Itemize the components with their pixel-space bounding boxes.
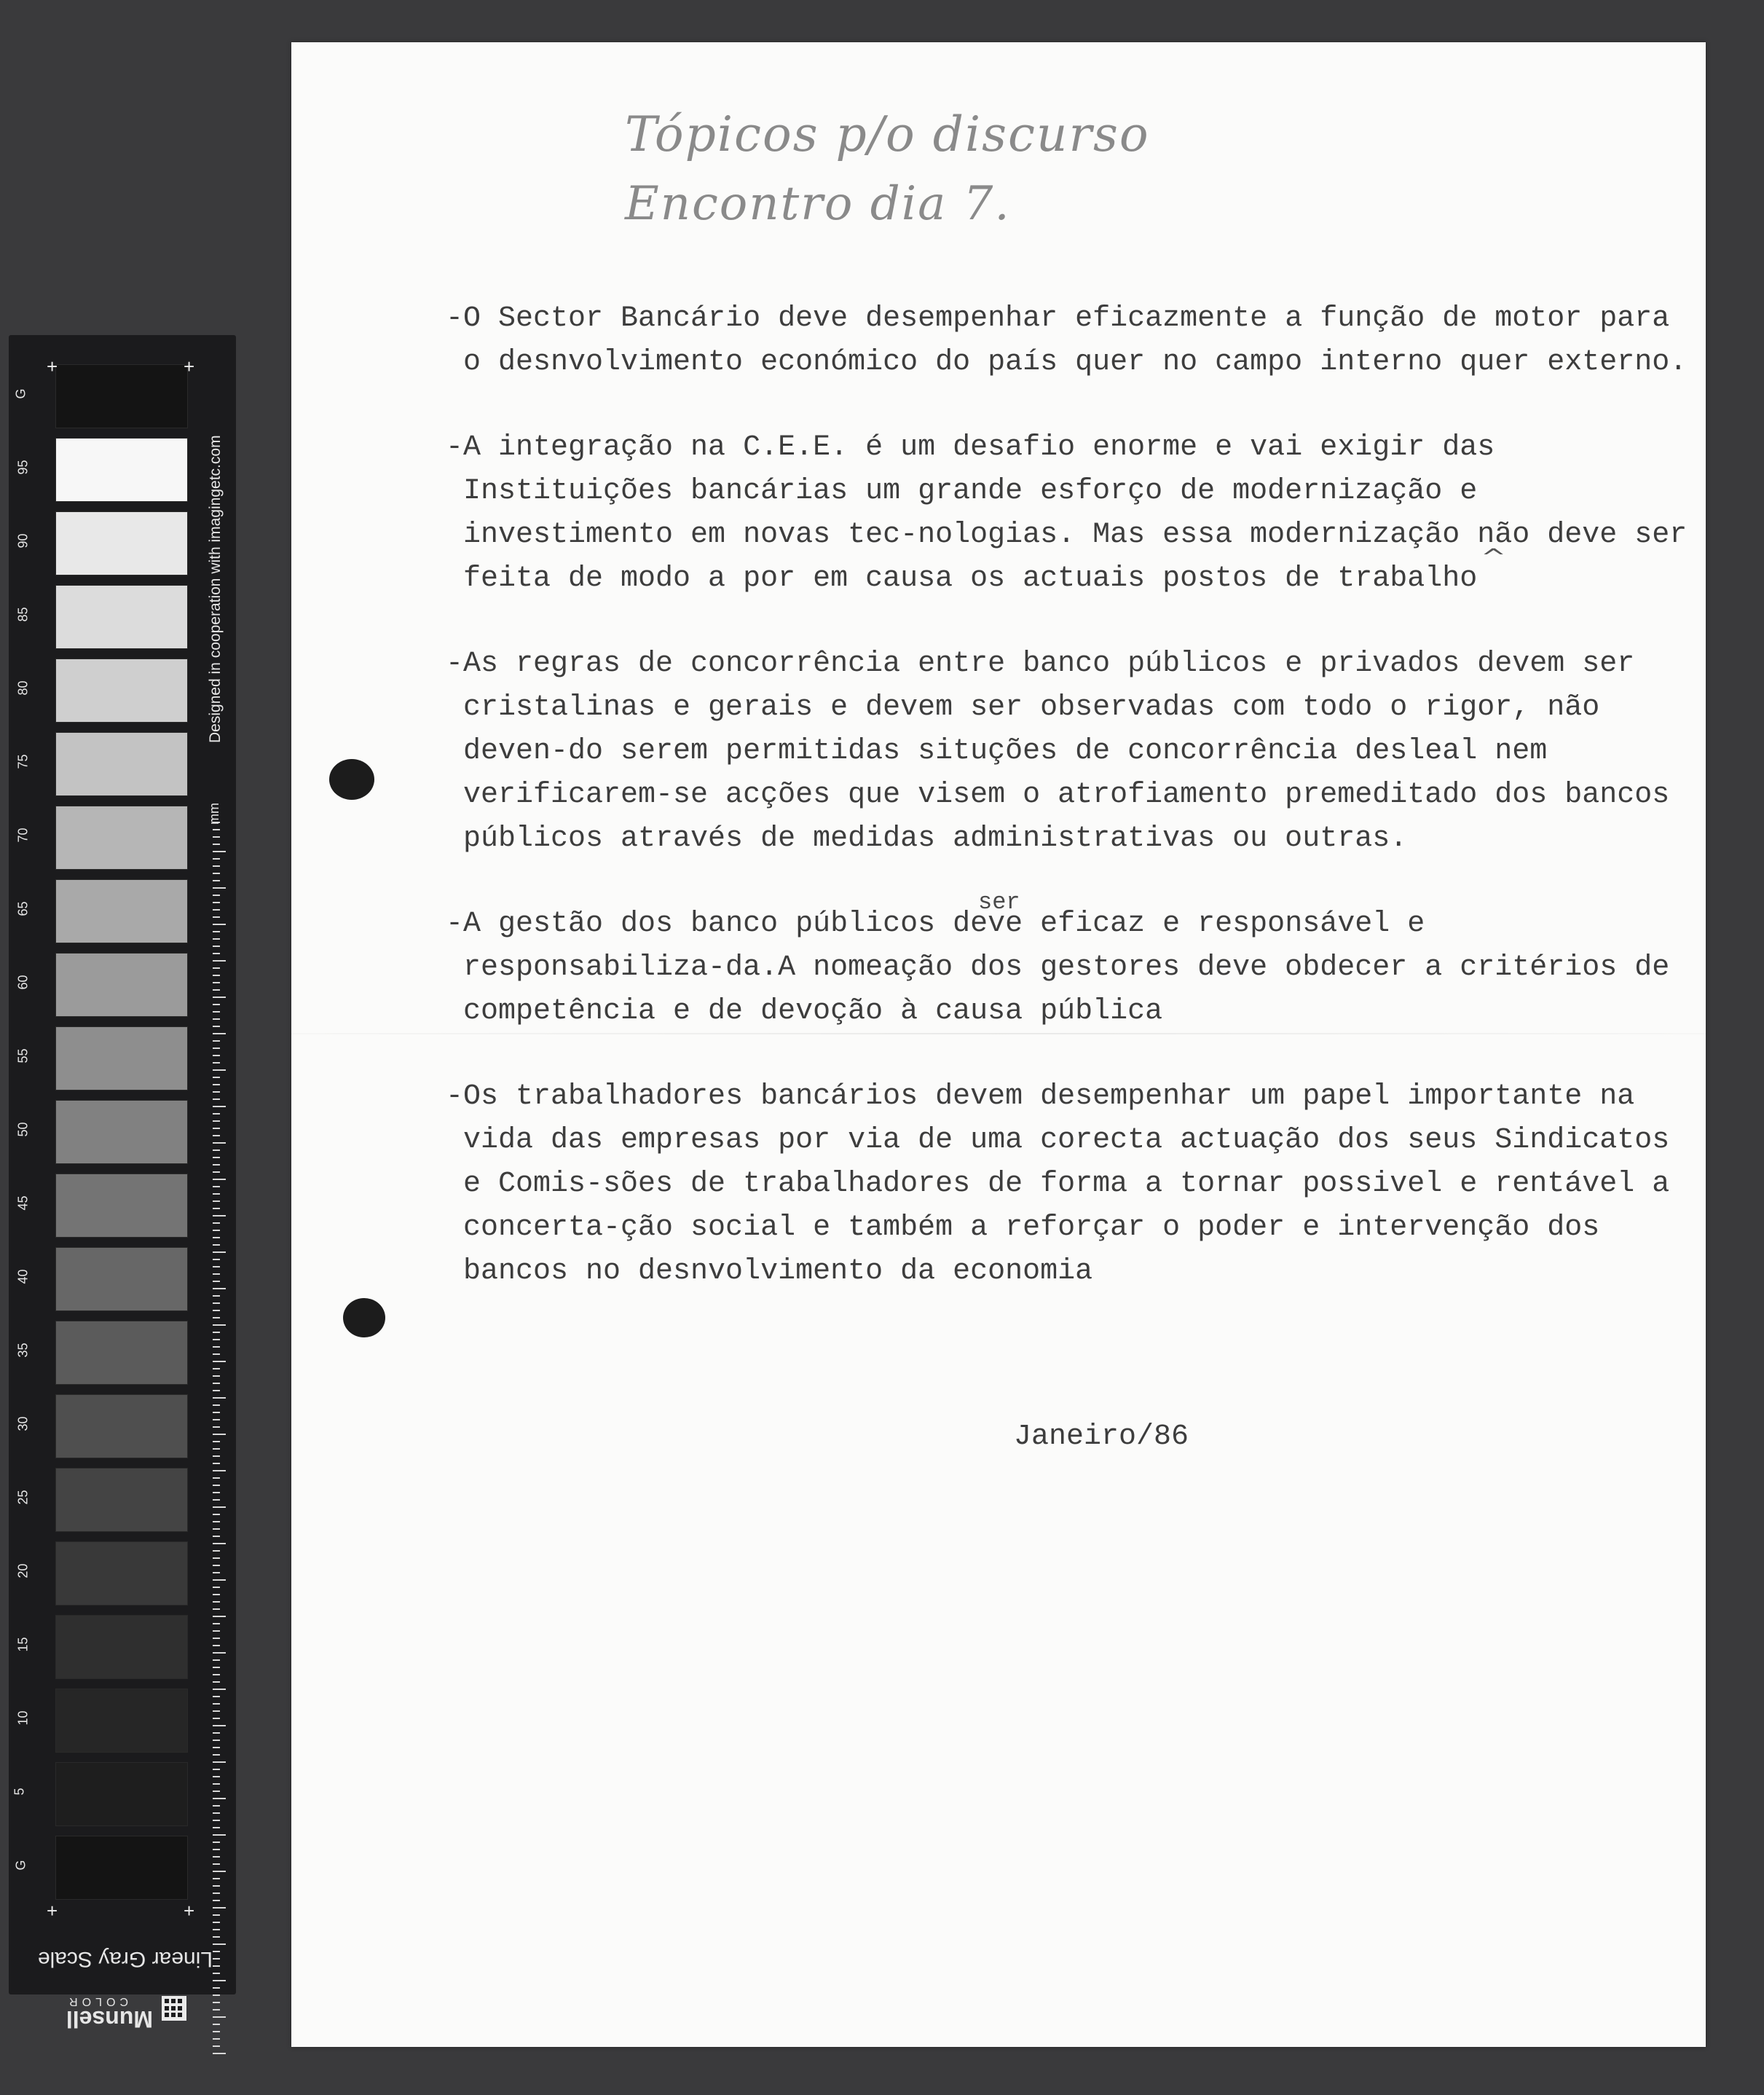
gray-scale-label: 90 [15, 533, 31, 549]
ruler-tick [213, 1435, 220, 1442]
ruler-tick [213, 1289, 220, 1297]
ruler-tick [213, 1843, 220, 1850]
ruler-tick [213, 1377, 220, 1384]
ruler-tick [213, 1960, 220, 1967]
ruler-tick [213, 1763, 220, 1770]
ruler-tick [213, 1617, 220, 1624]
ruler-tick [213, 1493, 220, 1501]
ruler-tick [213, 1253, 220, 1260]
ruler-tick [213, 1515, 220, 1522]
punch-hole [343, 1298, 385, 1337]
ruler-tick [213, 1705, 220, 1712]
card-credit: Designed in cooperation with imagingetc.com [207, 435, 224, 743]
ruler-tick [213, 1952, 220, 1960]
ruler-tick [213, 1807, 220, 1814]
gray-chip [55, 1394, 188, 1458]
gray-scale-label: 25 [15, 1490, 31, 1505]
ruler-tick [213, 1071, 220, 1078]
paragraph: -A integração na C.E.E. é um desafio enorme e vai exigir das Instituições bancárias um grande esforço de modernização e investimento em novas tec-nologias. Mas essa modernização não deve ser feita de modo a por em causa os actuais postos de trabalho [446, 431, 1705, 595]
ruler-tick [213, 1129, 220, 1136]
ruler-tick [213, 1916, 220, 1923]
ruler-tick [213, 830, 220, 838]
ruler-tick [213, 1180, 220, 1187]
mm-ruler [213, 816, 226, 1821]
ruler-tick [213, 1858, 220, 1865]
ruler-tick [213, 1850, 220, 1858]
scale-title: Linear Gray Scale [37, 1947, 213, 1971]
ruler-tick [213, 1785, 220, 1792]
ruler-tick [213, 1304, 220, 1311]
ruler-tick [213, 1537, 226, 1544]
ruler-tick [213, 1712, 220, 1719]
ruler-tick [213, 1297, 220, 1304]
gray-scale-label: G [13, 388, 28, 399]
gray-chip [55, 585, 188, 649]
ruler-tick [213, 1166, 220, 1173]
ruler-tick [213, 1879, 220, 1887]
handwritten-heading: Tópicos p/o discurso [625, 106, 1150, 162]
ruler-tick [213, 1566, 220, 1573]
gray-chip [55, 879, 188, 943]
gray-scale-label: 60 [15, 975, 31, 990]
ruler-tick [213, 1005, 220, 1013]
paragraph: -Os trabalhadores bancários devem desempenhar um papel importante na vida das empresas por via de uma corecta actuação dos seus Sindicatos e Comis-sões de trabalhadores de forma a tornar possivel e rentável a concerta-ção social e também a reforçar o poder e intervenção dos bancos no desnvolvimento da economia [446, 1080, 1688, 1288]
paragraph: -A gestão dos banco públicos deve eficaz e responsável e responsabiliza-da.A nomeação dos gestores deve obdecer a critérios de competência e de devoção à causa pública [446, 908, 1688, 1028]
ruler-tick [213, 867, 220, 874]
ruler-tick [213, 1318, 226, 1326]
ruler-tick [213, 1340, 220, 1348]
gray-chip [55, 1541, 188, 1605]
color-calibration-card [9, 335, 236, 2032]
ruler-tick [213, 918, 226, 925]
ruler-tick [213, 1107, 220, 1115]
ruler-tick [213, 1624, 220, 1632]
gray-scale-label: 20 [15, 1563, 31, 1579]
ruler-tick [213, 1020, 220, 1027]
ruler-tick [213, 1770, 220, 1777]
ruler-tick [213, 1406, 220, 1413]
ruler-tick [213, 947, 220, 954]
ruler-tick [213, 1034, 220, 1042]
ruler-tick [213, 1413, 220, 1420]
ruler-tick [213, 2025, 220, 2032]
ruler-tick [213, 1173, 226, 1180]
ruler-tick [213, 1544, 220, 1552]
gray-chip [55, 1247, 188, 1311]
ruler-tick [213, 1508, 220, 1515]
ruler-tick [213, 1974, 226, 1981]
ruler-tick [213, 1894, 220, 1901]
gray-chip [55, 364, 188, 428]
interlinear-insertion: ser [978, 889, 1020, 916]
ruler-tick [213, 1267, 220, 1275]
registration-mark: + [184, 1900, 195, 1922]
punch-hole [329, 759, 374, 800]
gray-chip [55, 1321, 188, 1385]
ruler-tick [213, 1639, 220, 1646]
gray-chip [55, 1615, 188, 1679]
ruler-tick [213, 889, 220, 896]
ruler-tick [213, 1828, 226, 1836]
ruler-tick [213, 874, 220, 881]
ruler-unit: mm [207, 803, 221, 825]
ruler-tick [213, 983, 220, 991]
ruler-tick [213, 1209, 226, 1216]
ruler-tick [213, 1384, 220, 1391]
ruler-tick [213, 1581, 220, 1588]
ruler-tick [213, 2018, 220, 2025]
gray-chip [55, 732, 188, 796]
ruler-tick [213, 1428, 226, 1435]
ruler-tick [213, 1996, 220, 2003]
ruler-tick [213, 1726, 220, 1734]
ruler-tick [213, 998, 220, 1005]
gray-chip [55, 806, 188, 870]
ruler-tick [213, 1064, 226, 1071]
ruler-tick [213, 1216, 220, 1224]
ruler-tick [213, 845, 226, 852]
typed-letter-page [291, 42, 1706, 2047]
ruler-tick [213, 991, 226, 998]
ruler-tick [213, 1399, 220, 1406]
ruler-tick [213, 1202, 220, 1209]
caret-icon: ^ [1480, 545, 1507, 570]
ruler-tick [213, 1690, 220, 1697]
ruler-tick [213, 881, 226, 889]
ruler-tick [213, 1595, 220, 1603]
ruler-tick [213, 1348, 220, 1355]
ruler-tick [213, 1559, 220, 1566]
ruler-tick [213, 1654, 220, 1661]
ruler-tick [213, 1668, 220, 1675]
gray-scale-label: 55 [15, 1048, 31, 1064]
ruler-tick [213, 1901, 226, 1909]
ruler-tick [213, 1661, 220, 1668]
ruler-tick [213, 1981, 220, 1989]
ruler-tick [213, 1938, 226, 1945]
ruler-tick [213, 1151, 220, 1158]
ruler-tick [213, 1078, 220, 1085]
gray-scale-label: 75 [15, 754, 31, 769]
ruler-tick [213, 1136, 226, 1144]
ruler-tick [213, 1362, 220, 1369]
gray-scale-label: 35 [15, 1343, 31, 1358]
gray-scale-label: 70 [15, 828, 31, 843]
paragraph: -As regras de concorrência entre banco públicos e privados devem ser cristalinas e gerais e devem ser observadas com todo o rigor, não deven-do serem permitidas situções de concorrência desleal nem verificarem-se acções que visem o atrofiamento premeditado dos bancos públicos através de medidas administrativas ou outras. [446, 648, 1688, 855]
gray-scale-label: 10 [15, 1710, 31, 1726]
ruler-tick [213, 1821, 220, 1828]
ruler-tick [213, 1369, 220, 1377]
ruler-tick [213, 860, 220, 867]
ruler-tick [213, 1224, 220, 1231]
handwritten-subheading: Encontro dia 7. [625, 177, 1011, 231]
gray-chip [55, 438, 188, 502]
ruler-tick [213, 2047, 226, 2054]
ruler-tick [213, 1522, 220, 1530]
gray-scale-label: 45 [15, 1195, 31, 1211]
ruler-tick [213, 925, 220, 932]
ruler-tick [213, 976, 220, 983]
ruler-tick [213, 1989, 220, 1996]
gray-scale-label: 50 [15, 1122, 31, 1137]
ruler-tick [213, 954, 226, 962]
ruler-tick [213, 1909, 220, 1916]
ruler-tick [213, 1260, 220, 1267]
ruler-tick [213, 1311, 220, 1318]
ruler-tick [213, 969, 220, 976]
ruler-tick [213, 1887, 220, 1894]
ruler-tick [213, 2011, 226, 2018]
ruler-tick [213, 1930, 220, 1938]
ruler-tick [213, 896, 220, 903]
ruler-tick [213, 1115, 220, 1122]
ruler-tick [213, 1719, 226, 1726]
gray-chip [55, 1468, 188, 1532]
gray-chip [55, 511, 188, 575]
ruler-tick [213, 2003, 220, 2011]
ruler-tick [213, 1501, 226, 1508]
ruler-tick [213, 1792, 226, 1799]
gray-scale-label: 65 [15, 901, 31, 916]
ruler-tick [213, 1457, 220, 1464]
ruler-tick [213, 1100, 226, 1107]
ruler-tick [213, 1967, 220, 1974]
ruler-tick [213, 1734, 220, 1741]
ruler-tick [213, 1814, 220, 1821]
ruler-tick [213, 1471, 220, 1479]
ruler-tick [213, 2032, 220, 2040]
ruler-tick [213, 1748, 220, 1756]
gray-chip [55, 659, 188, 723]
gray-chip [55, 1174, 188, 1238]
ruler-tick [213, 962, 220, 969]
ruler-tick [213, 1683, 226, 1690]
ruler-tick [213, 1486, 220, 1493]
ruler-tick [213, 1093, 220, 1100]
ruler-tick [213, 1013, 220, 1020]
gray-scale-label: 30 [15, 1416, 31, 1431]
ruler-tick [213, 1049, 220, 1056]
ruler-tick [213, 940, 220, 947]
gray-chip [55, 1762, 188, 1826]
ruler-tick [213, 1450, 220, 1457]
ruler-tick [213, 1756, 226, 1763]
ruler-tick [213, 1144, 220, 1151]
ruler-tick [213, 911, 220, 918]
ruler-tick [213, 1042, 220, 1049]
typed-body [446, 297, 1705, 1335]
ruler-tick [213, 932, 220, 940]
ruler-tick [213, 1391, 226, 1399]
ruler-tick [213, 1872, 220, 1879]
gray-scale-label: 5 [12, 1788, 27, 1796]
ruler-tick [213, 1945, 220, 1952]
gray-scale-label: 95 [15, 460, 31, 475]
ruler-tick [213, 1479, 220, 1486]
gray-chip [55, 1836, 188, 1900]
ruler-tick [213, 838, 220, 845]
ruler-tick [213, 1122, 220, 1129]
gray-chip [55, 953, 188, 1017]
ruler-tick [213, 1238, 220, 1246]
ruler-tick [213, 903, 220, 911]
gray-scale-label: 80 [15, 680, 31, 696]
ruler-tick [213, 1632, 220, 1639]
ruler-tick [213, 1085, 220, 1093]
ruler-tick [213, 1646, 226, 1654]
ruler-tick [213, 1246, 226, 1253]
ruler-tick [213, 1195, 220, 1202]
ruler-tick [213, 1588, 220, 1595]
ruler-tick [213, 1326, 220, 1333]
ruler-tick [213, 1231, 220, 1238]
gray-scale-label: 15 [15, 1637, 31, 1652]
brand-sub: COLOR [65, 1995, 128, 2008]
gray-scale-label: 40 [15, 1269, 31, 1284]
ruler-tick [213, 852, 220, 860]
gray-chip [55, 1100, 188, 1164]
ruler-tick [213, 1675, 220, 1683]
ruler-tick [213, 1697, 220, 1705]
ruler-tick [213, 1573, 226, 1581]
registration-mark: + [47, 1900, 58, 1922]
ruler-tick [213, 1158, 220, 1166]
document-date: Janeiro/86 [1014, 1420, 1189, 1453]
gray-scale-label: 85 [15, 607, 31, 622]
ruler-tick [213, 1610, 226, 1617]
ruler-tick [213, 1027, 226, 1034]
ruler-tick [213, 1552, 220, 1559]
ruler-tick [213, 1741, 220, 1748]
ruler-tick [213, 1420, 220, 1428]
ruler-tick [213, 1530, 220, 1537]
ruler-tick [213, 1836, 220, 1843]
ruler-tick [213, 1777, 220, 1785]
ruler-tick [213, 1923, 220, 1930]
ruler-tick [213, 1603, 220, 1610]
ruler-tick [213, 1799, 220, 1807]
munsell-logo-icon [162, 1996, 186, 2021]
ruler-tick [213, 1355, 226, 1362]
ruler-tick [213, 1865, 226, 1872]
gray-chip [55, 1026, 188, 1090]
ruler-tick [213, 1187, 220, 1195]
ruler-tick [213, 1442, 220, 1450]
ruler-tick [213, 1056, 220, 1064]
ruler-tick [213, 1275, 220, 1282]
registration-mark: + [47, 355, 58, 377]
ruler-tick [213, 2040, 220, 2047]
ruler-tick [213, 1282, 226, 1289]
ruler-tick [213, 1333, 220, 1340]
ruler-tick [213, 1464, 226, 1471]
gray-scale-label: G [13, 1860, 28, 1871]
paragraph: -O Sector Bancário deve desempenhar eficazmente a função de motor para o desnvolvimento económico do país quer no campo interno quer externo. [446, 302, 1688, 379]
brand-name: Munsell [66, 2006, 153, 2032]
gray-chip [55, 1689, 188, 1753]
registration-mark: + [184, 355, 195, 377]
